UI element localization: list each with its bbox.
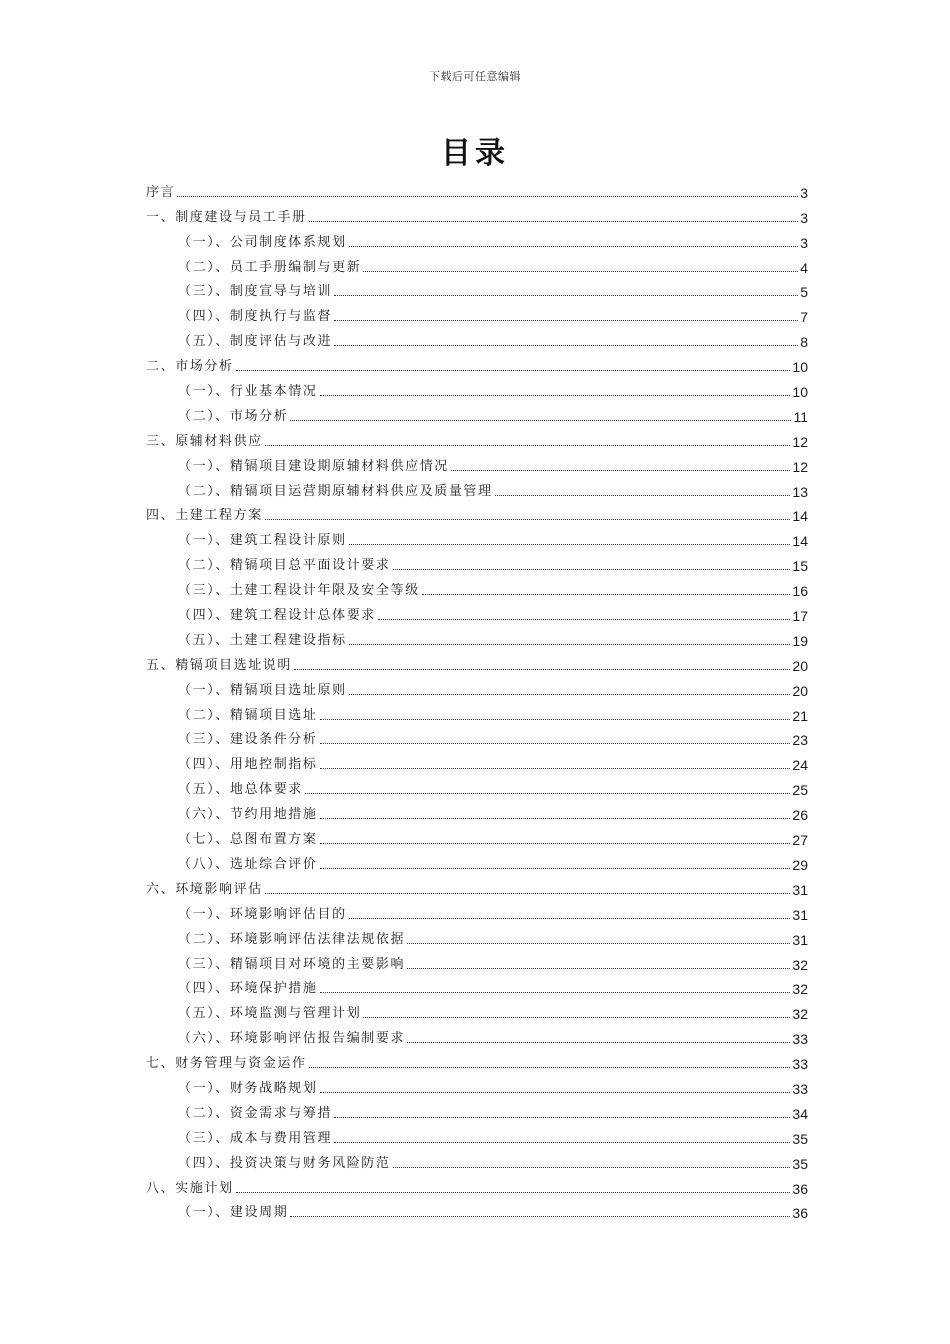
toc-leader-dots: [422, 593, 791, 595]
toc-leader-dots: [349, 643, 791, 645]
toc-entry[interactable]: [146, 1147, 808, 1172]
toc-leader-dots: [349, 543, 791, 545]
toc-entry-label: （一）、建筑工程设计原则: [178, 533, 347, 549]
toc-leader-dots: [320, 742, 791, 744]
toc-leader-dots: [265, 892, 791, 894]
toc-entry[interactable]: [146, 923, 808, 948]
toc-entry[interactable]: [146, 699, 808, 724]
toc-entry-page: 25: [792, 782, 808, 799]
toc-entry-page: 15: [792, 558, 808, 575]
toc-entry-page: 29: [792, 856, 808, 873]
toc-entry-page: 32: [792, 1006, 808, 1023]
toc-entry-label: （五）、制度评估与改进: [178, 334, 333, 350]
toc-entry[interactable]: [146, 1197, 808, 1222]
toc-entry-label: （二）、市场分析: [178, 408, 289, 424]
toc-leader-dots: [320, 842, 791, 844]
toc-entry-page: 3: [800, 234, 808, 251]
toc-entry-page: 35: [792, 1155, 808, 1172]
toc-entry-label: （一）、精镉项目选址原则: [178, 682, 347, 698]
toc-leader-dots: [451, 469, 791, 471]
toc-entry[interactable]: [146, 450, 808, 475]
toc-entry-page: 20: [792, 682, 808, 699]
toc-entry-label: （三）、制度宣导与培训: [178, 284, 333, 300]
toc-entry-page: 21: [792, 707, 808, 724]
toc-entry-label: （四）、制度执行与监督: [178, 309, 333, 325]
toc-entry-page: 4: [800, 259, 808, 276]
toc-entry-page: 32: [792, 981, 808, 998]
toc-leader-dots: [334, 1141, 790, 1143]
toc-entry-label: （二）、精镉项目运营期原辅材料供应及质量管理: [178, 483, 493, 499]
toc-leader-dots: [334, 319, 798, 321]
toc-entry-label: 四、土建工程方案: [146, 508, 263, 524]
toc-leader-dots: [265, 444, 791, 446]
toc-entry[interactable]: [146, 1072, 808, 1097]
toc-entry[interactable]: [146, 350, 808, 375]
toc-entry-page: 23: [792, 732, 808, 749]
toc-entry-page: 36: [792, 1205, 808, 1222]
toc-leader-dots: [363, 270, 798, 272]
toc-entry-label: （三）、建设条件分析: [178, 732, 318, 748]
toc-leader-dots: [320, 817, 791, 819]
toc-entry-page: 31: [792, 881, 808, 898]
toc-entry-label: （五）、地总体要求: [178, 782, 303, 798]
toc-entry-label: （二）、资金需求与筹措: [178, 1105, 333, 1121]
toc-leader-dots: [349, 693, 791, 695]
toc-entry-label: 一、制度建设与员工手册: [146, 209, 307, 225]
table-of-contents: [146, 176, 808, 1221]
toc-entry-label: 序言: [146, 184, 176, 200]
toc-entry[interactable]: [146, 276, 808, 301]
toc-leader-dots: [265, 518, 791, 520]
toc-entry-label: （四）、建筑工程设计总体要求: [178, 608, 376, 624]
toc-entry-label: 三、原辅材料供应: [146, 433, 263, 449]
toc-entry-page: 10: [792, 359, 808, 376]
toc-entry-page: 27: [792, 832, 808, 849]
toc-entry-label: 二、市场分析: [146, 359, 234, 375]
toc-entry[interactable]: [146, 1122, 808, 1147]
toc-entry[interactable]: [146, 948, 808, 973]
toc-leader-dots: [177, 195, 798, 197]
toc-entry[interactable]: [146, 300, 808, 325]
toc-entry[interactable]: [146, 649, 808, 674]
toc-entry-page: 19: [792, 632, 808, 649]
toc-entry-page: 26: [792, 807, 808, 824]
toc-entry-page: 10: [792, 384, 808, 401]
toc-entry-page: 17: [792, 608, 808, 625]
toc-title: 目录: [441, 136, 509, 171]
toc-entry-label: （四）、用地控制指标: [178, 757, 318, 773]
toc-entry-label: （二）、员工手册编制与更新: [178, 259, 362, 275]
toc-entry-page: 12: [792, 458, 808, 475]
toc-leader-dots: [407, 967, 790, 969]
toc-leader-dots: [334, 344, 798, 346]
toc-entry-label: 五、精镉项目选址说明: [146, 657, 293, 673]
toc-entry[interactable]: [146, 873, 808, 898]
toc-entry[interactable]: [146, 773, 808, 798]
toc-leader-dots: [378, 618, 791, 620]
toc-entry[interactable]: [146, 1047, 808, 1072]
toc-entry[interactable]: [146, 201, 808, 226]
toc-entry[interactable]: [146, 1172, 808, 1197]
toc-leader-dots: [309, 220, 799, 222]
toc-entry-page: 14: [792, 533, 808, 550]
toc-entry[interactable]: [146, 251, 808, 276]
toc-entry[interactable]: [146, 425, 808, 450]
toc-entry-label: （四）、环境保护措施: [178, 981, 318, 997]
toc-leader-dots: [320, 718, 791, 720]
toc-entry-label: （一）、环境影响评估目的: [178, 906, 347, 922]
toc-entry[interactable]: [146, 848, 808, 873]
toc-entry[interactable]: [146, 973, 808, 998]
toc-entry-label: 六、环境影响评估: [146, 881, 263, 897]
toc-entry-label: （八）、选址综合评价: [178, 856, 318, 872]
toc-entry-page: 12: [792, 433, 808, 450]
toc-entry[interactable]: [146, 226, 808, 251]
toc-entry-label: （一）、公司制度体系规划: [178, 234, 347, 250]
toc-entry-label: （二）、精镉项目总平面设计要求: [178, 558, 391, 574]
toc-entry[interactable]: [146, 1097, 808, 1122]
toc-entry-page: 33: [792, 1031, 808, 1048]
toc-entry[interactable]: [146, 748, 808, 773]
toc-entry-label: （二）、环境影响评估法律法规依据: [178, 931, 406, 947]
toc-entry-page: 3: [800, 184, 808, 201]
toc-entry-page: 33: [792, 1056, 808, 1073]
toc-entry-label: （一）、建设周期: [178, 1205, 289, 1221]
toc-entry[interactable]: [146, 798, 808, 823]
toc-entry-page: 31: [792, 931, 808, 948]
toc-entry[interactable]: [146, 375, 808, 400]
toc-leader-dots: [320, 767, 791, 769]
toc-leader-dots: [320, 991, 791, 993]
toc-entry-page: 5: [800, 284, 808, 301]
toc-entry[interactable]: [146, 400, 808, 425]
toc-entry[interactable]: [146, 823, 808, 848]
toc-leader-dots: [349, 245, 799, 247]
toc-leader-dots: [393, 568, 791, 570]
toc-entry[interactable]: [146, 997, 808, 1022]
toc-leader-dots: [290, 419, 791, 421]
toc-entry[interactable]: [146, 898, 808, 923]
toc-leader-dots: [334, 294, 798, 296]
toc-leader-dots: [236, 369, 791, 371]
toc-leader-dots: [363, 1016, 790, 1018]
toc-entry-label: （五）、土建工程建设指标: [178, 632, 347, 648]
toc-entry[interactable]: [146, 325, 808, 350]
toc-leader-dots: [290, 1215, 790, 1217]
toc-leader-dots: [495, 494, 791, 496]
toc-entry-label: （一）、行业基本情况: [178, 384, 318, 400]
toc-entry-page: 32: [792, 956, 808, 973]
toc-entry-label: （五）、环境监测与管理计划: [178, 1006, 362, 1022]
toc-entry[interactable]: [146, 500, 808, 525]
toc-entry[interactable]: [146, 599, 808, 624]
toc-leader-dots: [320, 394, 791, 396]
toc-entry-page: 3: [800, 209, 808, 226]
toc-entry-label: （一）、财务战略规划: [178, 1080, 318, 1096]
toc-entry-page: 36: [792, 1180, 808, 1197]
toc-entry[interactable]: [146, 176, 808, 201]
toc-entry[interactable]: [146, 524, 808, 549]
toc-entry-label: （七）、总图布置方案: [178, 832, 318, 848]
toc-entry-page: 35: [792, 1130, 808, 1147]
toc-entry-page: 13: [792, 483, 808, 500]
toc-entry-page: 33: [792, 1080, 808, 1097]
toc-leader-dots: [309, 1066, 791, 1068]
toc-entry-label: （三）、成本与费用管理: [178, 1130, 333, 1146]
header-note: 下载后可任意编辑: [429, 70, 521, 83]
toc-entry[interactable]: [146, 475, 808, 500]
toc-entry-page: 16: [792, 583, 808, 600]
toc-entry[interactable]: [146, 549, 808, 574]
toc-entry-label: （三）、土建工程设计年限及安全等级: [178, 583, 420, 599]
toc-entry-page: 14: [792, 508, 808, 525]
toc-entry-page: 34: [792, 1105, 808, 1122]
toc-entry-label: 八、实施计划: [146, 1180, 234, 1196]
toc-entry-label: （六）、环境影响评估报告编制要求: [178, 1031, 406, 1047]
toc-leader-dots: [334, 1116, 790, 1118]
toc-entry[interactable]: [146, 1022, 808, 1047]
toc-entry-page: 7: [800, 309, 808, 326]
toc-leader-dots: [349, 917, 791, 919]
toc-entry[interactable]: [146, 724, 808, 749]
toc-entry-label: （二）、精镉项目选址: [178, 707, 318, 723]
toc-entry-label: （三）、精镉项目对环境的主要影响: [178, 956, 406, 972]
toc-entry-label: （一）、精镉项目建设期原辅材料供应情况: [178, 458, 449, 474]
toc-entry[interactable]: [146, 624, 808, 649]
toc-entry-label: （四）、投资决策与财务风险防范: [178, 1155, 391, 1171]
toc-entry[interactable]: [146, 574, 808, 599]
toc-entry-page: 24: [792, 757, 808, 774]
toc-entry-label: 七、财务管理与资金运作: [146, 1056, 307, 1072]
toc-entry-page: 11: [793, 408, 808, 425]
toc-entry-page: 31: [792, 906, 808, 923]
toc-leader-dots: [407, 1041, 790, 1043]
toc-leader-dots: [294, 668, 790, 670]
toc-leader-dots: [320, 867, 791, 869]
toc-leader-dots: [305, 792, 791, 794]
toc-entry-page: 8: [800, 334, 808, 351]
toc-entry[interactable]: [146, 674, 808, 699]
toc-leader-dots: [407, 942, 790, 944]
toc-leader-dots: [320, 1091, 791, 1093]
toc-entry-page: 20: [792, 657, 808, 674]
toc-leader-dots: [393, 1166, 791, 1168]
toc-entry-label: （六）、节约用地措施: [178, 807, 318, 823]
toc-leader-dots: [236, 1191, 791, 1193]
